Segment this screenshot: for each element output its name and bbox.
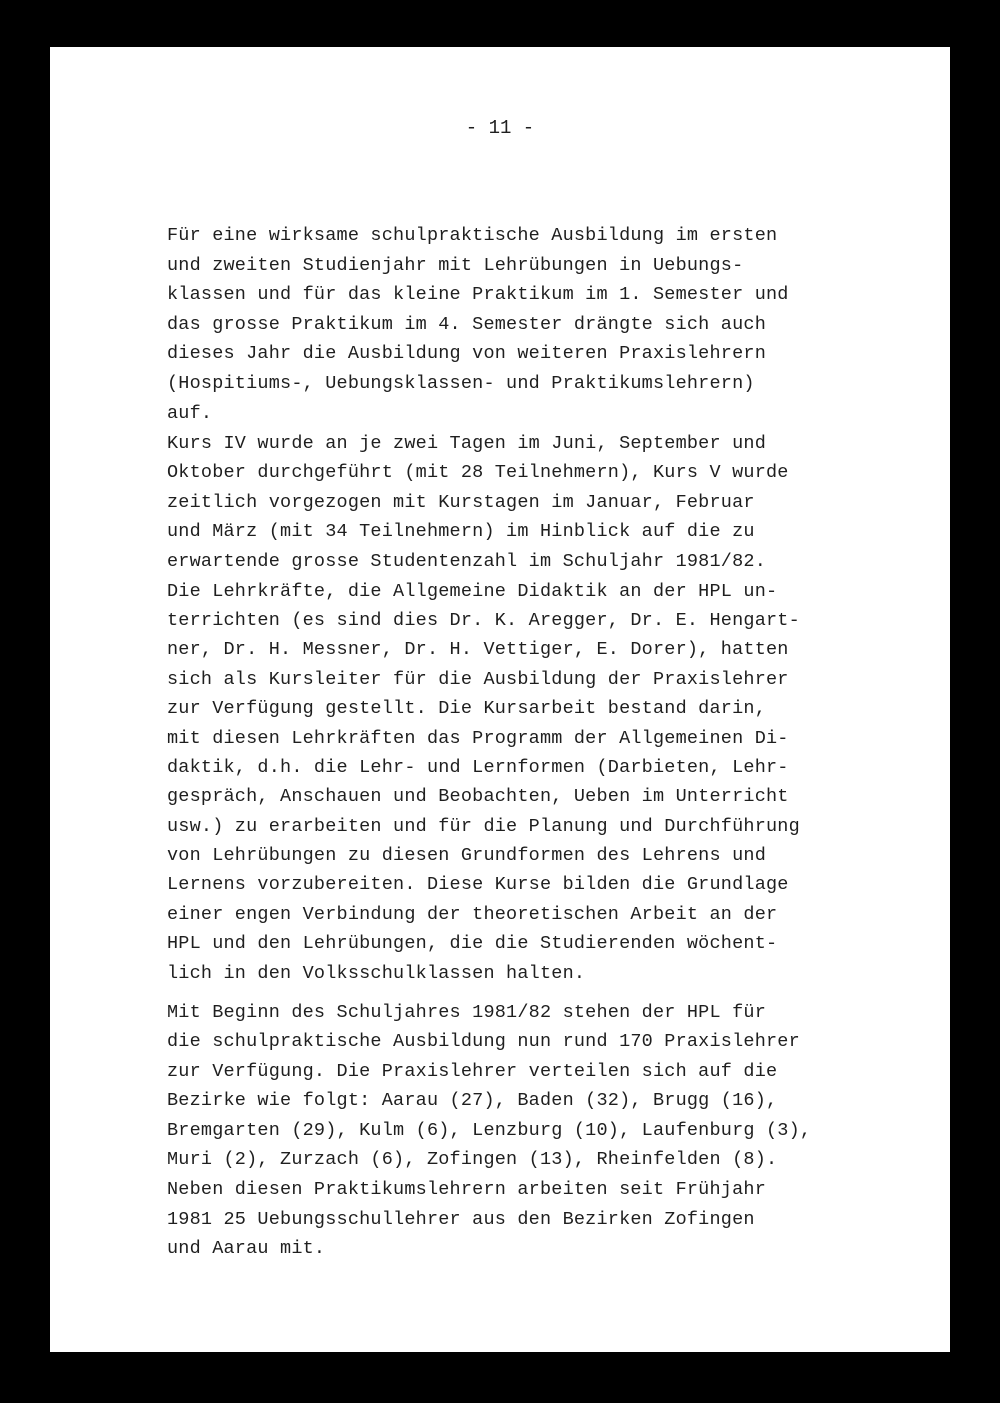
document-page xyxy=(50,47,950,1352)
text-line: das grosse Praktikum im 4. Semester drängte sich auch xyxy=(167,314,766,335)
text-line: Lernens vorzubereiten. Diese Kurse bilden die Grundlage xyxy=(167,874,789,895)
text-line: klassen und für das kleine Praktikum im 1. Semester und xyxy=(167,284,789,305)
text-line: terrichten (es sind dies Dr. K. Aregger, Dr. E. Hengart- xyxy=(167,610,800,631)
text-line: Neben diesen Praktikumslehrern arbeiten seit Frühjahr xyxy=(167,1179,766,1200)
text-line: (Hospitiums-, Uebungsklassen- und Praktikumslehrern) xyxy=(167,373,755,394)
text-line: Kurs IV wurde an je zwei Tagen im Juni, September und xyxy=(167,433,766,454)
text-line: Die Lehrkräfte, die Allgemeine Didaktik an der HPL un- xyxy=(167,581,778,602)
text-line: mit diesen Lehrkräften das Programm der Allgemeinen Di- xyxy=(167,728,789,749)
text-line: von Lehrübungen zu diesen Grundformen des Lehrens und xyxy=(167,845,766,866)
text-line: dieses Jahr die Ausbildung von weiteren Praxislehrern xyxy=(167,343,766,364)
text-line: zeitlich vorgezogen mit Kurstagen im Januar, Februar xyxy=(167,492,755,513)
text-line: die schulpraktische Ausbildung nun rund 170 Praxislehrer xyxy=(167,1031,800,1052)
text-line: sich als Kursleiter für die Ausbildung der Praxislehrer xyxy=(167,669,789,690)
text-line: und Aarau mit. xyxy=(167,1238,326,1259)
text-line: erwartende grosse Studentenzahl im Schuljahr 1981/82. xyxy=(167,551,766,572)
text-line: einer engen Verbindung der theoretischen Arbeit an der xyxy=(167,904,778,925)
text-line: Bezirke wie folgt: Aarau (27), Baden (32), Brugg (16), xyxy=(167,1090,778,1111)
text-line: usw.) zu erarbeiten und für die Planung und Durchführung xyxy=(167,816,800,837)
text-line: daktik, d.h. die Lehr- und Lernformen (Darbieten, Lehr- xyxy=(167,757,789,778)
text-line: Bremgarten (29), Kulm (6), Lenzburg (10), Laufenburg (3), xyxy=(167,1120,812,1141)
text-line: und März (mit 34 Teilnehmern) im Hinblick auf die zu xyxy=(167,521,755,542)
text-line: Mit Beginn des Schuljahres 1981/82 stehen der HPL für xyxy=(167,1002,766,1023)
text-line: und zweiten Studienjahr mit Lehrübungen in Uebungs- xyxy=(167,255,744,276)
text-line: lich in den Volksschulklassen halten. xyxy=(167,963,586,984)
text-line: Muri (2), Zurzach (6), Zofingen (13), Rheinfelden (8). xyxy=(167,1149,778,1170)
text-line: 1981 25 Uebungsschullehrer aus den Bezirken Zofingen xyxy=(167,1209,755,1230)
text-line: Oktober durchgeführt (mit 28 Teilnehmern), Kurs V wurde xyxy=(167,462,789,483)
text-line: gespräch, Anschauen und Beobachten, Ueben im Unterricht xyxy=(167,786,789,807)
text-line: auf. xyxy=(167,403,213,424)
page-number: - 11 - xyxy=(465,117,535,139)
text-line: Für eine wirksame schulpraktische Ausbildung im ersten xyxy=(167,225,778,246)
text-line: zur Verfügung gestellt. Die Kursarbeit bestand darin, xyxy=(167,698,766,719)
text-line: ner, Dr. H. Messner, Dr. H. Vettiger, E. Dorer), hatten xyxy=(167,639,789,660)
text-line: zur Verfügung. Die Praxislehrer verteilen sich auf die xyxy=(167,1061,778,1082)
text-line: HPL und den Lehrübungen, die die Studierenden wöchent- xyxy=(167,933,778,954)
